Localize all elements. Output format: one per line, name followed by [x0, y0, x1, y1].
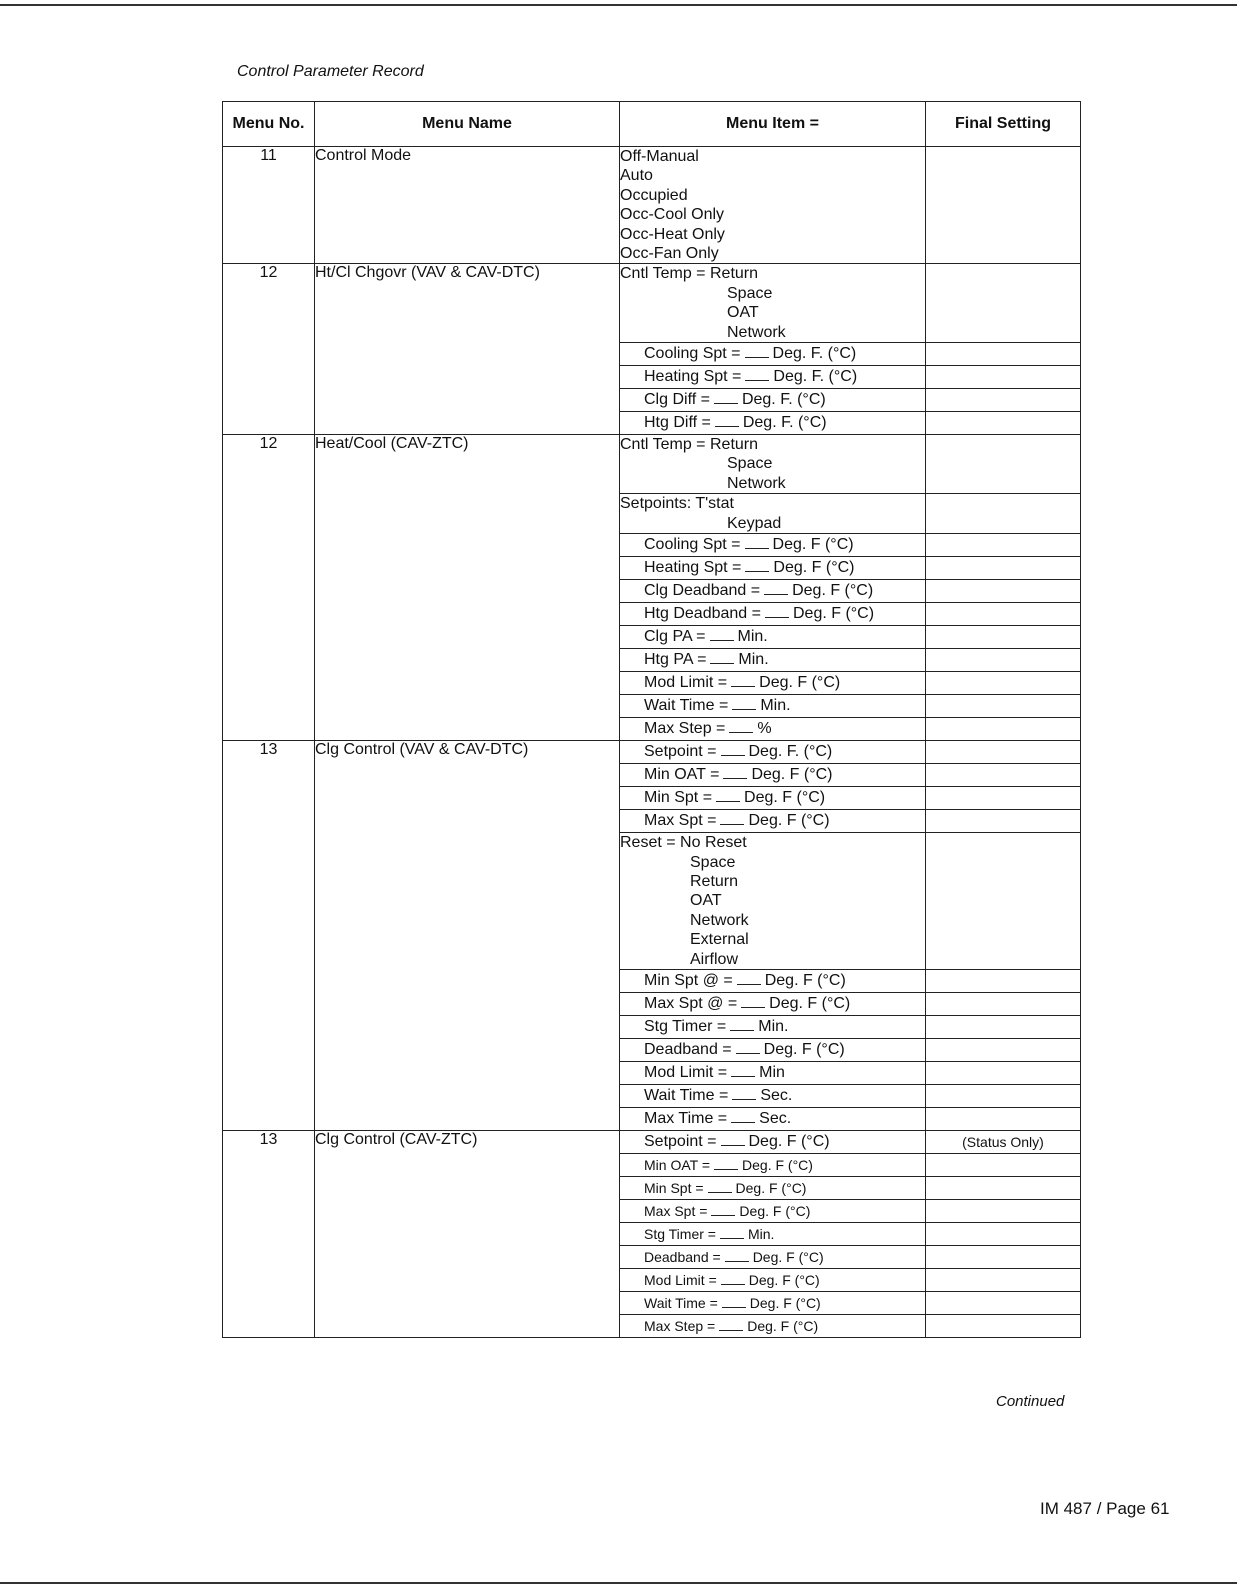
final-setting-cell[interactable] [926, 366, 1081, 389]
final-setting-cell[interactable] [926, 147, 1081, 264]
item-unit: Deg. F. (°C) [773, 368, 858, 386]
item-label: Max Spt = [644, 812, 717, 830]
header-menu-no: Menu No. [223, 102, 315, 147]
item-unit: Deg. F. (°C) [772, 345, 857, 363]
item-label: Wait Time = [644, 1086, 729, 1104]
item-unit: Min. [738, 651, 769, 669]
fill-in-blank [730, 1018, 754, 1031]
fill-in-blank [745, 345, 769, 358]
item-unit: Min. [747, 1225, 775, 1242]
final-setting-cell[interactable] [926, 1291, 1081, 1314]
item-unit: Deg. F (°C) [752, 1248, 824, 1265]
fill-in-blank [710, 628, 734, 641]
final-setting-cell[interactable] [926, 626, 1081, 649]
item-label: Clg Deadband = [644, 582, 761, 600]
item-label: Setpoints: [620, 495, 692, 513]
menu-item [620, 810, 926, 833]
menu-name: Heat/Cool (CAV-ZTC) [315, 435, 620, 741]
fill-in-blank [745, 536, 769, 549]
menu-item [620, 1314, 926, 1337]
document-title: Control Parameter Record [237, 63, 424, 80]
fill-in-blank [764, 582, 788, 595]
final-setting-cell[interactable] [926, 1268, 1081, 1291]
control-parameter-table [222, 101, 1081, 1338]
item-label: Min OAT = [644, 766, 720, 784]
table-row [223, 1130, 1081, 1153]
item-option: Network [727, 323, 786, 341]
menu-item [620, 672, 926, 695]
item-option: T'stat [695, 495, 734, 513]
final-setting-cell[interactable] [926, 1153, 1081, 1176]
final-setting-cell[interactable] [926, 494, 1081, 534]
item-option: No Reset [680, 834, 747, 852]
final-setting-cell[interactable] [926, 1015, 1081, 1038]
menu-item [620, 741, 926, 764]
item-label: Mod Limit = [644, 674, 728, 692]
item-option: External [690, 931, 749, 949]
item-unit: Deg. F. (°C) [741, 391, 826, 409]
menu-item [620, 649, 926, 672]
fill-in-blank [745, 559, 769, 572]
fill-in-blank [731, 1064, 755, 1077]
fill-in-blank [719, 1318, 743, 1331]
menu-item [620, 718, 926, 741]
item-label: Max Spt @ = [644, 994, 738, 1012]
menu-item [620, 969, 926, 992]
menu-item [620, 435, 926, 494]
item-label: Heating Spt = [644, 368, 742, 386]
menu-item [620, 147, 926, 264]
table-row [223, 264, 1081, 343]
fill-in-blank [714, 391, 738, 404]
final-setting-cell[interactable] [926, 787, 1081, 810]
item-unit: Min. [737, 628, 768, 646]
item-label: Cntl Temp = [620, 265, 706, 283]
item-label: Htg Diff = [644, 414, 711, 432]
item-unit: Deg. F (°C) [748, 1132, 830, 1150]
item-option: Return [690, 872, 739, 890]
final-setting-cell[interactable] [926, 557, 1081, 580]
menu-item [620, 1038, 926, 1061]
menu-item [620, 1222, 926, 1245]
item-option: Space [690, 853, 736, 871]
fill-in-blank [720, 1226, 744, 1239]
final-setting-cell[interactable] [926, 264, 1081, 343]
fill-in-blank [732, 697, 756, 710]
menu-item [620, 1268, 926, 1291]
item-label: Setpoint = [644, 743, 717, 761]
final-setting-cell[interactable] [926, 343, 1081, 366]
fill-in-blank [715, 414, 739, 427]
menu-item [620, 787, 926, 810]
item-label: Min Spt = [644, 1179, 704, 1196]
menu-item [620, 1061, 926, 1084]
item-unit: Deg. F (°C) [751, 766, 833, 784]
menu-item [620, 1084, 926, 1107]
fill-in-blank [731, 674, 755, 687]
menu-item [620, 1015, 926, 1038]
item-option: Space [727, 455, 773, 473]
fill-in-blank [721, 1133, 745, 1146]
fill-in-blank [765, 605, 789, 618]
item-unit: Min. [760, 697, 791, 715]
menu-number: 12 [223, 264, 315, 435]
item-option: OAT [690, 892, 722, 910]
item-label: Max Step = [644, 1317, 716, 1334]
item-unit: Deg. F (°C) [735, 1179, 807, 1196]
item-label: Cooling Spt = [644, 345, 741, 363]
item-unit: Deg. F (°C) [772, 536, 854, 554]
top-rule [0, 4, 1237, 6]
menu-item [620, 1176, 926, 1199]
item-label: Heating Spt = [644, 559, 742, 577]
final-setting-cell[interactable] [926, 1061, 1081, 1084]
item-label: Htg Deadband = [644, 605, 761, 623]
item-label: Min Spt = [644, 789, 713, 807]
item-option: OAT [727, 304, 759, 322]
final-setting-cell[interactable] [926, 649, 1081, 672]
menu-item [620, 1107, 926, 1130]
fill-in-blank [745, 368, 769, 381]
item-label: Mod Limit = [644, 1271, 717, 1288]
item-unit: Sec. [759, 1109, 792, 1127]
final-setting-cell[interactable] [926, 764, 1081, 787]
final-setting-cell[interactable] [926, 580, 1081, 603]
fill-in-blank [732, 1087, 756, 1100]
continued-note: Continued [996, 1393, 1065, 1410]
table-body [223, 147, 1081, 1338]
fill-in-blank [716, 789, 740, 802]
item-unit: Deg. F (°C) [792, 582, 874, 600]
item-option: Return [709, 436, 759, 454]
menu-item [620, 366, 926, 389]
page-number: IM 487 / Page 61 [1040, 1499, 1170, 1518]
item-unit: Deg. F (°C) [769, 994, 851, 1012]
item-label: Htg PA = [644, 651, 707, 669]
item-label: Min OAT = [644, 1156, 711, 1173]
menu-item [620, 343, 926, 366]
final-setting-cell[interactable]: (Status Only) [926, 1130, 1081, 1153]
item-label: Max Time = [644, 1109, 728, 1127]
final-setting-cell[interactable] [926, 435, 1081, 494]
final-setting-cell[interactable] [926, 718, 1081, 741]
final-setting-cell[interactable] [926, 389, 1081, 412]
item-option: Return [709, 265, 759, 283]
item-label: Deadband = [644, 1248, 721, 1265]
menu-name: Ht/Cl Chgovr (VAV & CAV-DTC) [315, 264, 620, 435]
final-setting-cell[interactable] [926, 1107, 1081, 1130]
item-unit: Deg. F (°C) [739, 1202, 811, 1219]
final-setting-cell[interactable] [926, 810, 1081, 833]
menu-item [620, 1130, 926, 1153]
fill-in-blank [711, 1203, 735, 1216]
menu-item [620, 557, 926, 580]
menu-item [620, 1291, 926, 1314]
final-setting-cell[interactable] [926, 534, 1081, 557]
final-setting-cell[interactable] [926, 1222, 1081, 1245]
final-setting-cell[interactable] [926, 741, 1081, 764]
final-setting-cell[interactable] [926, 672, 1081, 695]
fill-in-blank [708, 1180, 732, 1193]
menu-item [620, 1245, 926, 1268]
item-unit: Min [759, 1063, 785, 1081]
final-setting-cell[interactable] [926, 1245, 1081, 1268]
table-row [223, 147, 1081, 264]
header-final-setting: Final Setting [926, 102, 1081, 147]
fill-in-blank [729, 720, 753, 733]
menu-name: Control Mode [315, 147, 620, 264]
item-option: Airflow [690, 950, 739, 968]
item-unit: Deg. F (°C) [748, 812, 830, 830]
menu-number: 13 [223, 741, 315, 1131]
item-option: Network [690, 911, 749, 929]
menu-number: 11 [223, 147, 315, 264]
item-unit: Deg. F (°C) [748, 1271, 820, 1288]
bottom-rule [0, 1582, 1237, 1584]
menu-name: Clg Control (CAV-ZTC) [315, 1130, 620, 1337]
header-menu-name: Menu Name [315, 102, 620, 147]
menu-number: 13 [223, 1130, 315, 1337]
item-option: Network [727, 474, 786, 492]
item-label: Clg PA = [644, 628, 706, 646]
menu-item [620, 1153, 926, 1176]
menu-item [620, 1199, 926, 1222]
fill-in-blank [723, 766, 747, 779]
item-label: Mod Limit = [644, 1063, 728, 1081]
menu-item [620, 412, 926, 435]
fill-in-blank [722, 1295, 746, 1308]
item-label: Cooling Spt = [644, 536, 741, 554]
item-label: Cntl Temp = [620, 436, 706, 454]
menu-item [620, 389, 926, 412]
menu-item [620, 264, 926, 343]
item-unit: Deg. F (°C) [744, 789, 826, 807]
fill-in-blank [741, 995, 765, 1008]
fill-in-blank [710, 651, 734, 664]
item-unit: Deg. F (°C) [764, 971, 846, 989]
fill-in-blank [737, 972, 761, 985]
item-option: Space [727, 284, 773, 302]
final-setting-cell[interactable] [926, 1314, 1081, 1337]
item-text: Off-Manual Auto Occupied Occ-Cool Only Occ-Heat Only Occ-Fan Only [620, 148, 725, 263]
final-setting-cell[interactable] [926, 1176, 1081, 1199]
item-label: Wait Time = [644, 1294, 718, 1311]
item-label: Deadband = [644, 1040, 732, 1058]
menu-item [620, 626, 926, 649]
final-setting-cell[interactable] [926, 412, 1081, 435]
item-unit: Deg. F (°C) [759, 674, 841, 692]
final-setting-cell[interactable] [926, 1084, 1081, 1107]
final-setting-cell[interactable] [926, 1199, 1081, 1222]
fill-in-blank [736, 1041, 760, 1054]
menu-number: 12 [223, 435, 315, 741]
final-setting-cell[interactable] [926, 833, 1081, 970]
item-unit: Deg. F. (°C) [742, 414, 827, 432]
table-header-row [223, 102, 1081, 147]
item-option: Keypad [727, 514, 782, 532]
fill-in-blank [714, 1157, 738, 1170]
final-setting-cell[interactable] [926, 969, 1081, 992]
item-unit: Deg. F (°C) [773, 559, 855, 577]
item-label: Clg Diff = [644, 391, 710, 409]
menu-item [620, 833, 926, 970]
menu-item [620, 534, 926, 557]
item-unit: Deg. F. (°C) [748, 743, 833, 761]
final-setting-cell[interactable] [926, 1038, 1081, 1061]
item-unit: % [757, 720, 772, 738]
header-menu-item: Menu Item = [620, 102, 926, 147]
menu-item [620, 695, 926, 718]
menu-item [620, 992, 926, 1015]
item-label: Max Spt = [644, 1202, 708, 1219]
menu-item [620, 580, 926, 603]
item-label: Wait Time = [644, 697, 729, 715]
item-unit: Min. [758, 1017, 789, 1035]
item-unit: Sec. [760, 1086, 793, 1104]
fill-in-blank [721, 1272, 745, 1285]
menu-item [620, 603, 926, 626]
fill-in-blank [721, 743, 745, 756]
item-unit: Deg. F (°C) [792, 605, 875, 623]
table-row [223, 435, 1081, 494]
item-label: Setpoint = [644, 1132, 717, 1150]
item-label: Reset = [620, 834, 676, 852]
menu-item [620, 494, 926, 534]
menu-name: Clg Control (VAV & CAV-DTC) [315, 741, 620, 1131]
item-label: Stg Timer = [644, 1017, 727, 1035]
fill-in-blank [720, 812, 744, 825]
final-setting-cell[interactable] [926, 695, 1081, 718]
menu-item [620, 764, 926, 787]
item-label: Min Spt @ = [644, 971, 733, 989]
item-unit: Deg. F (°C) [742, 1156, 813, 1173]
item-unit: Deg. F (°C) [747, 1317, 819, 1334]
item-label: Stg Timer = [644, 1225, 716, 1242]
final-setting-cell[interactable] [926, 603, 1081, 626]
final-setting-cell[interactable] [926, 992, 1081, 1015]
table-row [223, 741, 1081, 764]
fill-in-blank [725, 1249, 749, 1262]
fill-in-blank [731, 1110, 755, 1123]
item-label: Max Step = [644, 720, 726, 738]
item-unit: Deg. F (°C) [749, 1294, 821, 1311]
item-unit: Deg. F (°C) [763, 1040, 845, 1058]
